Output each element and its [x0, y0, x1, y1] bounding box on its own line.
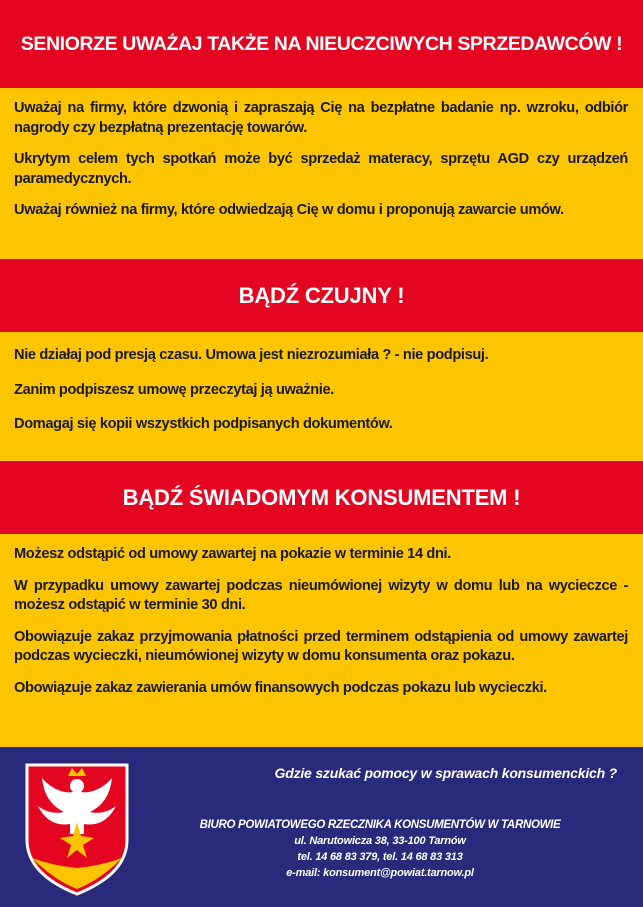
office-address: ul. Narutowicza 38, 33-100 Tarnów — [294, 835, 466, 847]
coat-of-arms-eagle-icon — [24, 762, 130, 897]
heading-seniors-warning: SENIORZE UWAŻAJ TAKŻE NA NIEUCZCIWYCH SPRZEDAWCÓW ! — [0, 0, 643, 88]
paragraph: W przypadku umowy zawartej podczas nieumówionej wizyty w domu lub na wycieczce - możesz odstąpić w terminie 30 dni. — [14, 577, 628, 613]
help-question: Gdzie szukać pomocy w sprawach konsumenckich ? — [274, 765, 617, 781]
heading-conscious-consumer: BĄDŹ ŚWIADOMYM KONSUMENTEM ! — [0, 461, 643, 534]
office-email: e-mail: konsument@powiat.tarnow.pl — [286, 867, 474, 879]
paragraph: Uważaj na firmy, które dzwonią i zapraszają Cię na bezpłatne badanie np. wzroku, odbiór nagrody czy bezpłatną prezentację towarów. — [14, 100, 628, 136]
section-consumer-rights — [14, 545, 628, 698]
paragraph: Możesz odstąpić od umowy zawartej na pokazie w terminie 14 dni. — [14, 546, 451, 562]
paragraph: Obowiązuje zakaz zawierania umów finansowych podczas pokazu lub wycieczki. — [14, 679, 547, 696]
paragraph: Obowiązuje zakaz przyjmowania płatności przed terminem odstąpienia od umowy zawartej podczas wycieczki, nieumówionej wizyty w domu konsumenta oraz pokazu. — [14, 628, 628, 664]
heading-be-alert: BĄDŹ CZUJNY ! — [0, 259, 643, 332]
footer-contact — [0, 747, 643, 907]
paragraph: Zanim podpiszesz umowę przeczytaj ją uważnie. — [14, 381, 334, 398]
office-phone: tel. 14 68 83 379, tel. 14 68 83 313 — [297, 851, 463, 863]
paragraph: Domagaj się kopii wszystkich podpisanych dokumentów. — [14, 416, 393, 432]
paragraph: Ukrytym celem tych spotkań może być sprzedaż materacy, sprzętu AGD czy urządzeń paramedycznych. — [14, 151, 628, 187]
paragraph: Uważaj również na firmy, które odwiedzają Cię w domu i proponują zawarcie umów. — [14, 202, 564, 218]
section-be-alert — [14, 346, 628, 435]
section-warning-companies — [14, 99, 628, 221]
office-name: BIURO POWIATOWEGO RZECZNIKA KONSUMENTÓW W TARNOWIE — [199, 819, 561, 831]
paragraph: Nie działaj pod presją czasu. Umowa jest niezrozumiała ? - nie podpisuj. — [14, 347, 489, 363]
